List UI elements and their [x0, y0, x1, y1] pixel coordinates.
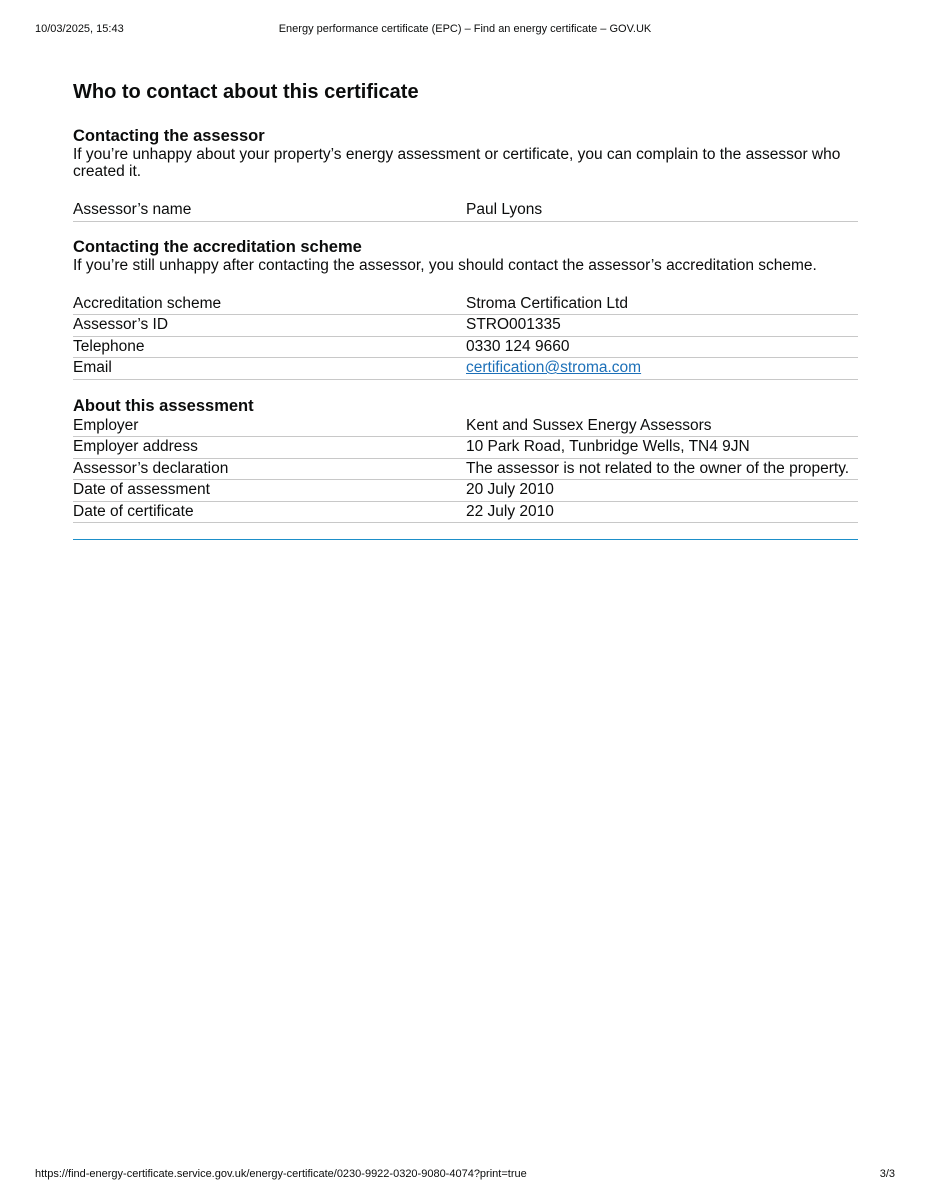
section-divider	[73, 539, 858, 540]
row-key: Accreditation scheme	[73, 294, 222, 312]
summary-row-assessor-name	[73, 200, 858, 222]
row-value: 22 July 2010	[466, 502, 554, 520]
summary-row-email	[73, 358, 858, 380]
summary-row-employer	[73, 416, 858, 438]
row-value: Paul Lyons	[466, 201, 543, 218]
row-value: 20 July 2010	[466, 481, 554, 498]
row-key: Assessor’s ID	[73, 316, 169, 333]
row-key: Assessor’s name	[73, 201, 192, 218]
row-value: The assessor is not related to the owner of the property.	[466, 459, 850, 477]
about-assessment-heading: About this assessment	[73, 396, 254, 415]
email-link[interactable]: certification@stroma.com	[466, 359, 642, 376]
print-document-title: Energy performance certificate (EPC) – Find an energy certificate – GOV.UK	[278, 23, 652, 35]
accreditation-summary-list	[73, 294, 858, 380]
about-assessment-section	[73, 397, 858, 524]
contacting-assessor-section	[73, 127, 858, 222]
page-title: Who to contact about this certificate	[73, 81, 419, 103]
row-key: Date of certificate	[73, 502, 194, 520]
summary-row-assessor-declaration	[73, 459, 858, 481]
print-date: 10/03/2025, 15:43	[35, 23, 124, 35]
summary-row-employer-address	[73, 437, 858, 459]
page-number: 3/3	[879, 1168, 895, 1180]
assessor-summary-list	[73, 200, 858, 222]
row-key: Date of assessment	[73, 481, 210, 498]
row-key: Assessor’s declaration	[73, 459, 229, 477]
contacting-assessor-heading: Contacting the assessor	[73, 127, 265, 145]
summary-row-telephone	[73, 337, 858, 359]
row-value: 10 Park Road, Tunbridge Wells, TN4 9JN	[466, 438, 750, 455]
accreditation-scheme-text: If you’re still unhappy after contacting the assessor, you should contact the assessor’s accreditation scheme.	[73, 256, 817, 274]
summary-row-accreditation-scheme	[73, 294, 858, 316]
about-summary-list	[73, 416, 858, 524]
row-value: Kent and Sussex Energy Assessors	[466, 416, 712, 434]
row-value: STRO001335	[466, 316, 561, 333]
row-key: Employer	[73, 416, 139, 434]
print-header	[35, 21, 895, 37]
accreditation-scheme-section	[73, 238, 858, 380]
summary-row-date-of-assessment	[73, 480, 858, 502]
row-value	[466, 358, 858, 379]
summary-row-assessor-id	[73, 315, 858, 337]
row-value: Stroma Certification Ltd	[466, 294, 628, 312]
summary-row-date-of-certificate	[73, 502, 858, 524]
row-key: Telephone	[73, 337, 145, 355]
print-footer	[35, 1166, 895, 1182]
row-key: Email	[73, 359, 112, 376]
print-url: https://find-energy-certificate.service.gov.uk/energy-certificate/0230-9922-0320-9080-4074?print=true	[35, 1168, 527, 1180]
accreditation-scheme-heading: Contacting the accreditation scheme	[73, 237, 362, 256]
contacting-assessor-text: If you’re unhappy about your property’s energy assessment or certificate, you can complain to the assessor who created it.	[73, 146, 841, 180]
row-value: 0330 124 9660	[466, 337, 570, 355]
main-content	[73, 78, 858, 540]
row-key: Employer address	[73, 438, 198, 455]
